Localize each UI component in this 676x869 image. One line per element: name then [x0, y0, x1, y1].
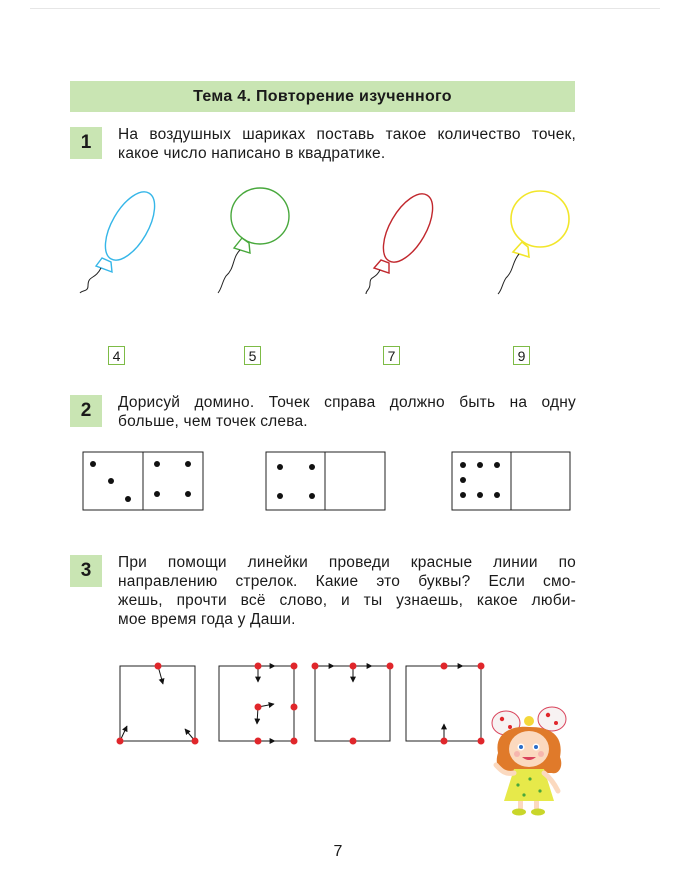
- red-dot: [350, 663, 357, 670]
- red-dot: [155, 663, 162, 670]
- page-number: 7: [333, 843, 343, 860]
- red-dot: [255, 738, 262, 745]
- red-dot: [478, 738, 485, 745]
- red-dot: [312, 663, 319, 670]
- task-2-number: 2: [70, 395, 102, 427]
- red-dot: [291, 738, 298, 745]
- red-dot: [387, 663, 394, 670]
- red-dot: [192, 738, 199, 745]
- task-1-line-2: какое число написано в квадратике.: [118, 145, 386, 162]
- page-title: Тема 4. Повторение изученного: [70, 81, 575, 112]
- red-dot: [117, 738, 124, 745]
- red-dot: [255, 663, 262, 670]
- task-3-line-1: При помощи линейки проведи красные линии по: [118, 554, 576, 571]
- red-dot: [350, 738, 357, 745]
- task-3-line-3: жешь, прочти всё слово, и ты узнаешь, какое люби-: [118, 592, 576, 609]
- red-dot: [478, 663, 485, 670]
- red-dot: [291, 704, 298, 711]
- letter-box-1: [120, 666, 195, 741]
- task-2-line-2: больше, чем точек слева.: [118, 413, 308, 430]
- girl-dasha-illustration: [490, 705, 580, 817]
- task-3-number: 3: [70, 555, 102, 587]
- red-dot: [441, 738, 448, 745]
- task-1-line-1: На воздушных шариках поставь такое количество точек,: [118, 126, 576, 143]
- balloon-count-box-4: 9: [513, 346, 530, 365]
- task-3-line-4: мое время года у Даши.: [118, 611, 296, 628]
- red-dot: [441, 663, 448, 670]
- task-3-line-2: направлению стрелок. Какие это буквы? Если смо-: [118, 573, 576, 590]
- task-2-line-1: Дорисуй домино. Точек справа должно быть на одну: [118, 394, 576, 411]
- red-dot: [291, 663, 298, 670]
- red-dot: [255, 704, 262, 711]
- balloon-count-box-2: 5: [244, 346, 261, 365]
- balloon-count-box-1: 4: [108, 346, 125, 365]
- letter-box-2: [219, 666, 294, 741]
- balloon-count-box-3: 7: [383, 346, 400, 365]
- task-1-number: 1: [70, 127, 102, 159]
